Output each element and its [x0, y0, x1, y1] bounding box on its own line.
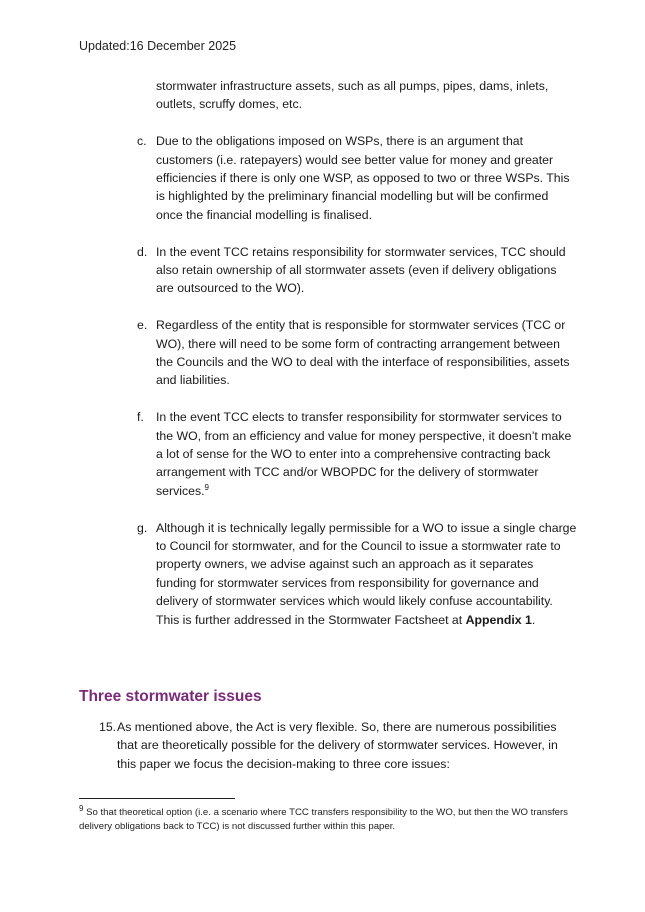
list-item-d [137, 243, 577, 298]
list-item-text: In the event TCC elects to transfer responsibility for stormwater services to the WO, from an efficiency and value for money perspective, it doesn’t make a lot of sense for the WO to enter into a comprehensive contracting back arrangement with TCC and/or WBOPDC for the delivery of stormwater services. [156, 410, 572, 498]
list-marker: e. [137, 318, 148, 333]
list-marker: f. [137, 410, 144, 425]
list-item-text: Although it is technically legally permissible for a WO to issue a single charge to Council for stormwater, and for the Council to issue a stormwater rate to property owners, we advise against such an approach as it separates funding for stormwater services from responsibility for governance and delivery of stormwater services which would likely confuse accountability. This is further addressed in the Stormwater Factsheet at [156, 520, 577, 627]
list-marker: d. [137, 244, 148, 259]
footnote-reference[interactable]: 9 [204, 482, 209, 492]
list-marker: c. [137, 134, 147, 149]
list-item-c [137, 132, 577, 224]
list-item-text: Due to the obligations imposed on WSPs, there is an argument that customers (i.e. ratepayers) would see better value for money and greater efficiencies if there is only one WSP, as opposed to two or three WSPs. This is highlighted by the preliminary financial modelling but will be confirmed once the financial modelling is finalised. [156, 134, 570, 222]
list-item-text: In the event TCC retains responsibility for stormwater services, TCC should also retain ownership of all stormwater assets (even if delivery obligations are outsourced to the WO). [156, 244, 566, 296]
footnote-number: 9 [79, 803, 84, 813]
list-item-text: Regardless of the entity that is responsible for stormwater services (TCC or WO), there will need to be some form of contracting arrangement between the Councils and the WO to deal with the interface of responsibilities, assets and liabilities. [156, 318, 570, 388]
footnote-text: So that theoretical option (i.e. a scenario where TCC transfers responsibility to the WO, but then the WO transfers delivery obligations back to TCC) is not discussed further within this paper. [79, 807, 568, 832]
list-marker: g. [137, 520, 148, 535]
list-item-text: stormwater infrastructure assets, such as all pumps, pipes, dams, inlets, outlets, scruffy domes, etc. [156, 79, 549, 112]
section-heading: Three stormwater issues [79, 688, 262, 705]
list-item-e [137, 316, 577, 390]
paragraph-text: As mentioned above, the Act is very flexible. So, there are numerous possibilities that are theoretically possible for the delivery of stormwater services. However, in this paper we focus the decision-making to three core issues: [117, 720, 558, 771]
list-item-g [137, 519, 577, 629]
lettered-list [137, 77, 577, 648]
appendix-reference: Appendix 1 [465, 612, 532, 627]
list-item-continuation [137, 77, 577, 114]
footnote [79, 803, 579, 834]
paragraph-number: 15. [99, 720, 117, 734]
list-item-punctuation: . [531, 612, 536, 627]
list-item-f [137, 408, 577, 500]
updated-date: Updated:16 December 2025 [79, 39, 237, 53]
numbered-paragraph-15 [99, 718, 579, 773]
footnote-divider [79, 798, 235, 799]
